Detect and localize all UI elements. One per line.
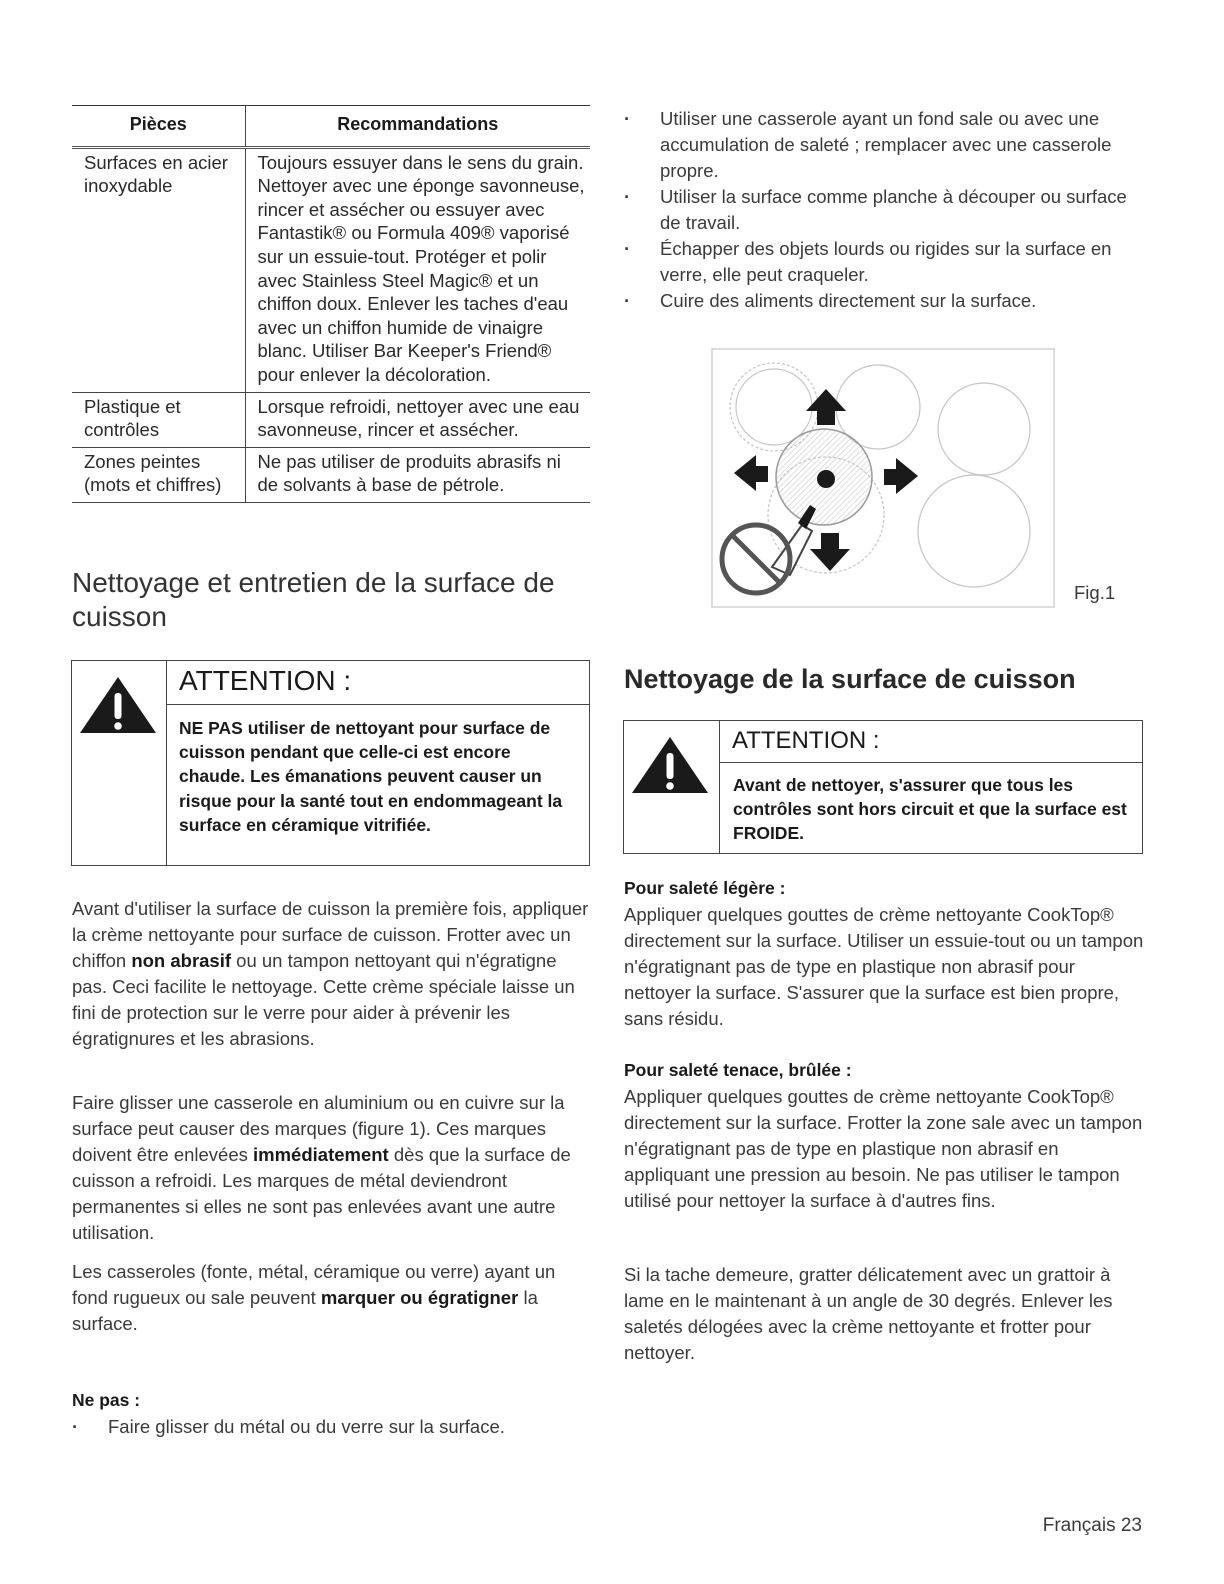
paragraph-text: Les casseroles (fonte, métal, céramique ou verre) ayant un fond rugueux ou sale peuvent [72, 1261, 556, 1308]
warning-icon-cell [72, 661, 167, 865]
table-cell-part: Surfaces en acier inoxydable [72, 147, 245, 392]
figure-caption: Fig.1 [1074, 582, 1116, 603]
paragraph-first-use [72, 896, 592, 1052]
emphasis-text: marquer ou égratigner [320, 1287, 519, 1308]
do-not-list-continued [624, 106, 1144, 314]
do-not-label: Ne pas : [72, 1390, 141, 1410]
emphasis-text: non abrasif [131, 950, 232, 971]
warning-icon-cell [624, 721, 720, 853]
warning-title: ATTENTION : [720, 721, 1142, 763]
table-cell-recommendation: Toujours essuyer dans le sens du grain. Nettoyer avec une éponge savonneuse, rincer et assécher ou essuyer avec Fantastik® ou Formula 409® vaporisé sur un essuie-tout. Protéger et polir avec Stainless Steel Magic® et un chiffon doux. Enlever les taches d'eau avec un chiffon humide de vinaigre blanc. Utiliser Bar Keeper's Friend® pour enlever la décoloration. [245, 147, 590, 392]
emphasis-text: immédiatement [253, 1144, 389, 1165]
table-header-row [72, 106, 590, 148]
section-heading-cleaning: Nettoyage de la surface de cuisson [624, 664, 1076, 694]
column-header-recommendations: Recommandations [245, 106, 590, 148]
burner-outlines [730, 363, 1030, 587]
table-cell-part: Zones peintes (mots et chiffres) [72, 447, 245, 502]
subheading-light-soil: Pour saleté légère : [624, 878, 786, 898]
warning-box [623, 720, 1143, 854]
paragraph-heavy-soil: Appliquer quelques gouttes de crème nettoyante CookTop® directement sur la surface. Frotter la zone sale avec un tampon n'égratignant pas de type en plastique non abrasif en appliquant une pression au besoin. Ne pas utiliser le tampon utilisé pour nettoyer la surface à d'autres fins. [624, 1086, 1143, 1211]
care-table [72, 105, 590, 503]
paragraph-scraper: Si la tache demeure, gratter délicatement avec un grattoir à lame en le maintenant à un angle de 30 degrés. Enlever les saletés délogées avec la crème nettoyante et frotter pour nettoyer. [624, 1264, 1113, 1363]
list-item: · Utiliser une casserole ayant un fond sale ou avec une accumulation de saleté ; remplacer avec une casserole propre. [624, 106, 1144, 184]
table-row [72, 447, 590, 502]
paragraph-sliding-pans [72, 1090, 592, 1246]
warning-title: ATTENTION : [167, 661, 589, 705]
table-row [72, 392, 590, 447]
warning-triangle-icon [630, 735, 710, 795]
warning-box [71, 660, 590, 866]
table-row [72, 147, 590, 392]
pan-center-dot [817, 470, 835, 488]
page-footer: Français 23 [1042, 1515, 1142, 1536]
list-item: · Échapper des objets lourds ou rigides sur la surface en verre, elle peut craqueler. [624, 236, 1144, 288]
warning-text: Avant de nettoyer, s'assurer que tous les contrôles sont hors circuit et que la surface est FROIDE. [733, 775, 1127, 844]
paragraph-light-soil: Appliquer quelques gouttes de crème nettoyante CookTop® directement sur la surface. Utiliser un essuie-tout ou un tampon n'égratignant pas de type en plastique non abrasif pour nettoyer la surface. S'assurer que la surface est bien propre, sans résidu. [624, 904, 1144, 1029]
column-header-parts: Pièces [72, 106, 245, 148]
paragraph-rough-pans [72, 1259, 592, 1337]
do-not-list [72, 1414, 592, 1440]
paragraph-text: la surface. [72, 1287, 538, 1334]
list-item: · Faire glisser du métal ou du verre sur la surface. [72, 1414, 592, 1440]
paragraph-text: Avant d'utiliser la surface de cuisson la première fois, appliquer la crème nettoyante pour surface de cuisson. Frotter avec un chiffon [72, 898, 589, 971]
warning-triangle-icon [78, 675, 158, 735]
list-item: · Utiliser la surface comme planche à découper ou surface de travail. [624, 184, 1144, 236]
warning-text: NE PAS utiliser de nettoyant pour surface de cuisson pendant que celle-ci est encore chaude. Les émanations peuvent causer un risque pour la santé tout en endommageant la surface en céramique vitrifiée. [179, 718, 563, 835]
table-cell-recommendation: Ne pas utiliser de produits abrasifs ni de solvants à base de pétrole. [245, 447, 590, 502]
section-heading-cleaning-care: Nettoyage et entretien de la surface de cuisson [72, 567, 555, 632]
paragraph-text: ou un tampon nettoyant qui n'égratigne pas. Ceci facilite le nettoyage. Cette crème spéciale laisse un fini de protection sur le verre pour aider à prévenir les égratignures et les abrasions. [72, 950, 575, 1049]
table-cell-recommendation: Lorsque refroidi, nettoyer avec une eau savonneuse, rincer et assécher. [245, 392, 590, 447]
list-item: · Cuire des aliments directement sur la surface. [624, 288, 1144, 314]
paragraph-text: Faire glisser une casserole en aluminium ou en cuivre sur la surface peut causer des marques (figure 1). Ces marques doivent être enlevées [72, 1092, 565, 1165]
table-cell-part: Plastique et contrôles [72, 392, 245, 447]
paragraph-text: dès que la surface de cuisson a refroidi. Les marques de métal deviendront permanentes si elles ne sont pas enlevées avant une autre utilisation. [72, 1144, 571, 1243]
cooktop-figure [706, 345, 1058, 613]
subheading-heavy-soil: Pour saleté tenace, brûlée : [624, 1060, 852, 1080]
